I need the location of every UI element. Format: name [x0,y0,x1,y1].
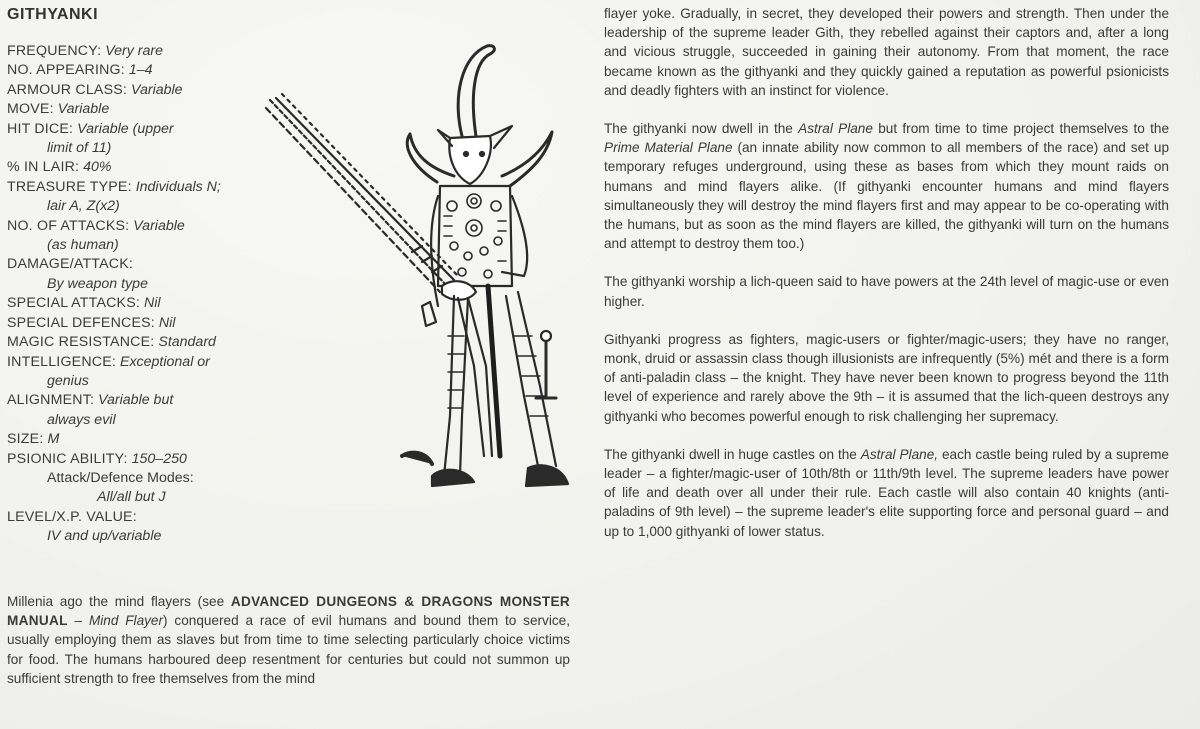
githyanki-illustration [262,36,582,496]
stat-alignment: ALIGNMENT: Variable but always evil [7,392,174,428]
stat-level-xp-value: IV and up/variable [47,528,162,545]
stat-psionic-modes-value: All/all but J [97,489,166,506]
stat-no-appearing: NO. APPEARING: 1–4 [7,62,153,79]
stat-in-lair: % IN LAIR: 40% [7,159,112,176]
paragraph-castles: The githyanki dwell in huge castles on the Astral Plane, each castle being ruled by a supreme leader – a fighter/magic-user of 10th/8th or 11th/9th level. The supreme leaders have power of life and death over all under their rule. Each castle will also contain 40 knights (anti-paladins of 9th level) – the supreme leader's elite supporting force and personal guard – and up to 1,000 githyanki of lower status. [604,446,1169,539]
paragraph-classes: Githyanki progress as fighters, magic-users or fighter/magic-users; they have no ranger, monk, druid or assassin class though illusionists are infrequently (5%) mét and there is a form of anti-paladin class – the knight. They have never been known to progress beyond the 11th level of experience and rarely above the 9th – it is assumed that the lich-queen destroys any githyanki who becomes powerful enough to risk challenging her supremacy. [604,331,1169,424]
stat-frequency: FREQUENCY: Very rare [7,43,164,59]
stat-psionic-modes-label: Attack/Defence Modes: [47,469,194,486]
stat-armour-class: ARMOUR CLASS: Variable [7,81,183,98]
stat-damage-attack: DAMAGE/ATTACK: By weapon type [7,256,148,292]
monster-title: GITHYANKI [7,6,99,23]
stat-special-attacks: SPECIAL ATTACKS: Nil [7,295,161,312]
paragraph-astral-plane: The githyanki now dwell in the Astral Plane but from time to time project themselves to the Prime Material Plane (an innate ability now common to all members of the race) and set up temporary refuges underground, using these as bases from which they mount raids on humans and mind flayers alike. (If githyanki encounter humans and mind flayers simultaneously they will destroy the mind flayers first and may appear to be co-operating with the humans, but as soon as the mind flayers are killed, the githyanki will turn on the humans and attempt to destroy them too.) [604,121,1169,252]
stat-special-defences: SPECIAL DEFENCES: Nil [7,314,176,331]
stat-psionic-ability: PSIONIC ABILITY: 150–250 [7,450,187,467]
paragraph-origin: flayer yoke. Gradually, in secret, they developed their powers and strength. Then under the leadership of the supreme leader Gith, they rebelled against their captors and, after a long and vicious struggle, succeeded in gaining their autonomy. From that moment, the race became known as the githyanki and they quickly gained a reputation as powerful psionicists and deadly fighters with an instinct for violence. [604,6,1169,98]
paragraph-lich-queen: The githyanki worship a lich-queen said to have powers at the 24th level of magic-use or even higher. [604,274,1169,309]
intro-paragraph: Millenia ago the mind flayers (see ADVANCED DUNGEONS & DRAGONS MONSTER MANUAL – Mind Flayer) conquered a race of evil humans and bound them to service, usually employing them as slaves but from time to time selecting particularly choice victims for food. The humans harboured deep resentment for centuries but could not summon up sufficient strength to free themselves from the mind [7,594,570,686]
entry-reference: Mind Flayer [88,613,164,629]
stat-no-of-attacks: NO. OF ATTACKS: Variable (as human) [7,217,185,254]
stat-magic-resistance: MAGIC RESISTANCE: Standard [7,334,216,351]
stat-move: MOVE: Variable [7,101,110,118]
stat-intelligence: INTELLIGENCE: Exceptional or genius [7,353,210,389]
stat-size: SIZE: M [7,431,60,448]
stat-treasure-type: TREASURE TYPE: Individuals N; lair A, Z(x2) [7,178,221,215]
book-reference: ADVANCED DUNGEONS & DRAGONS MONSTER MANUAL [7,594,570,629]
description-column [604,4,1169,541]
stat-hit-dice: HIT DICE: Variable (upper limit of 11) [7,120,174,157]
stat-level-xp: LEVEL/X.P. VALUE: [7,508,137,525]
